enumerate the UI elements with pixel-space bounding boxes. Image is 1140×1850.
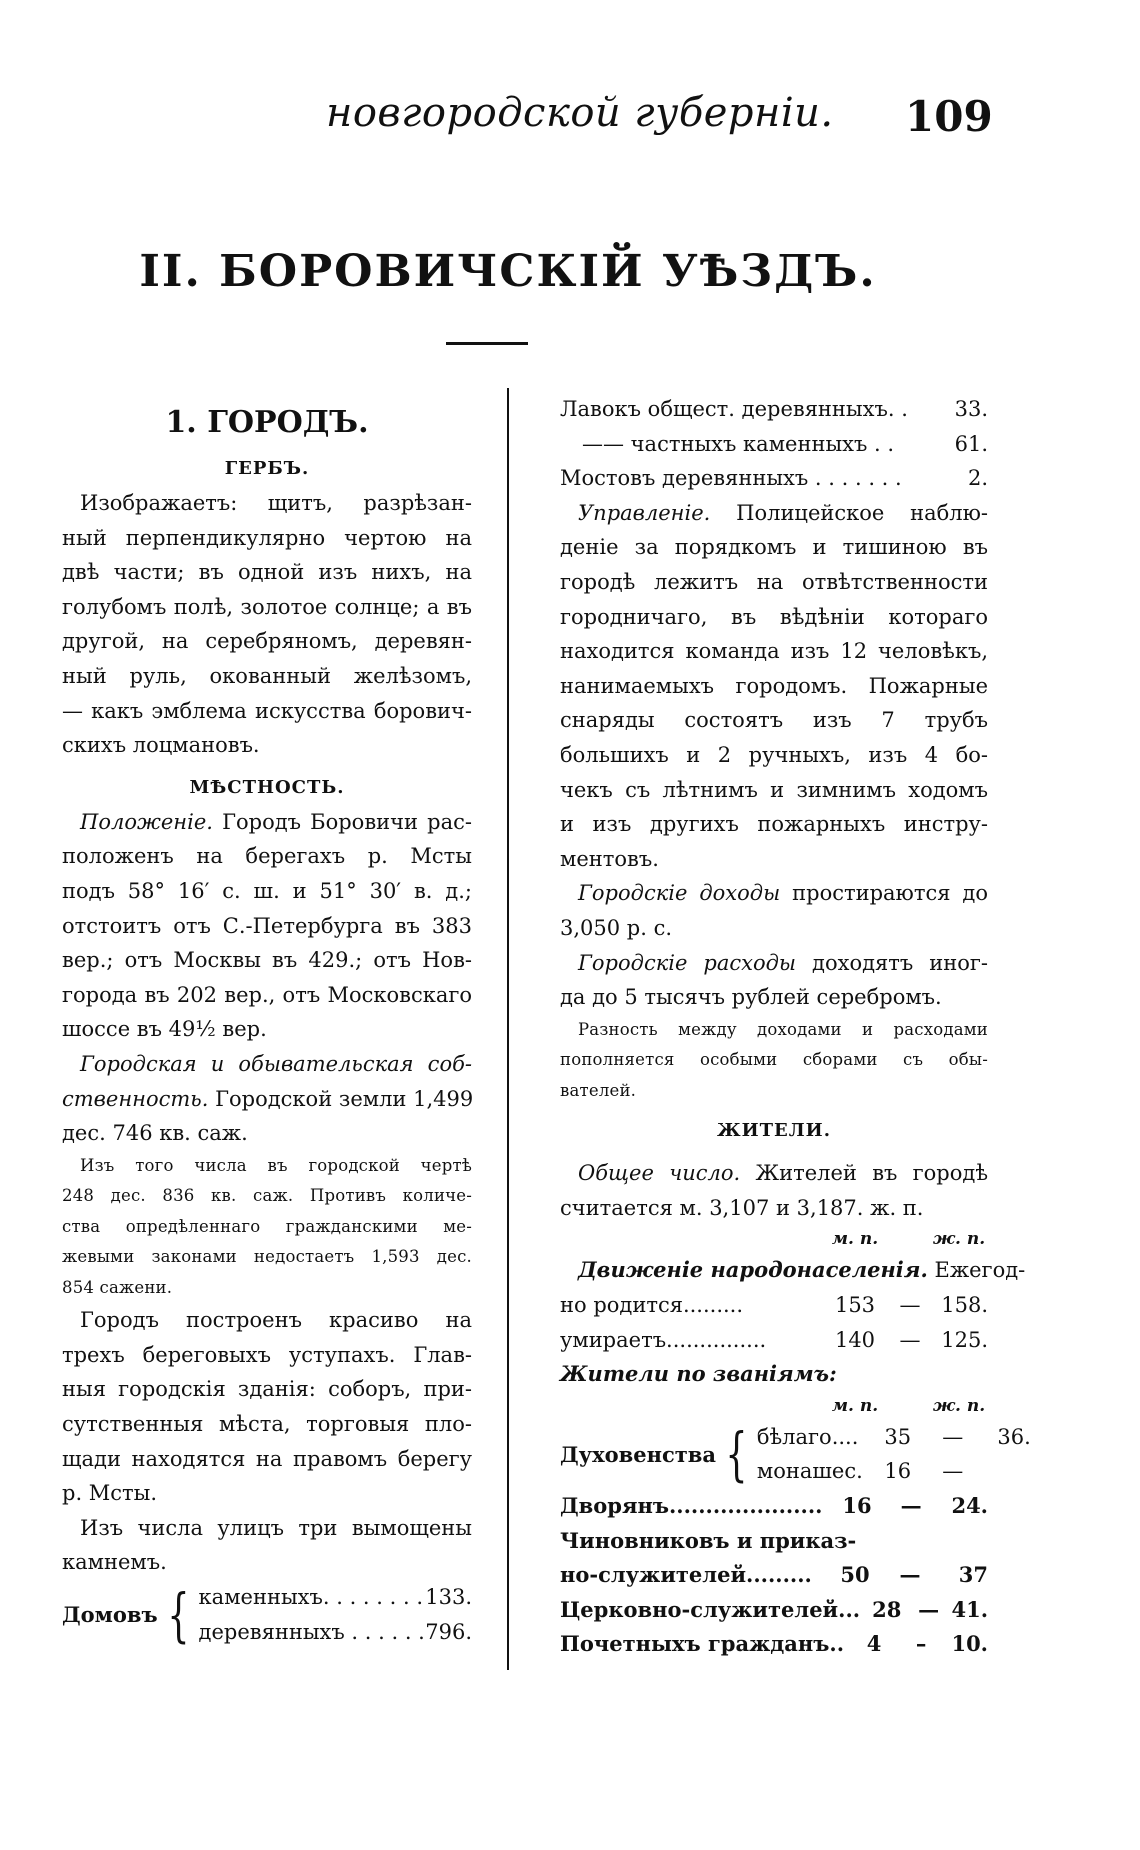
text-line: Изображаетъ: щитъ, разрѣзан- (80, 491, 472, 515)
gorod-paragraph (62, 1303, 472, 1511)
chapter-title: II. БОРОВИЧСКІЙ УѢЗДЪ. (139, 246, 877, 297)
text-line: города въ 202 вер., отъ Московскаго (62, 982, 472, 1007)
table-row: Лавокъ общест. деревянныхъ. . 33. (560, 397, 988, 421)
note-line: 248 дес. 836 кв. саж. Противъ количе- (62, 1186, 472, 1206)
text-line: городничаго, въ вѣдѣніи котораго (560, 604, 988, 629)
text-line: голубомъ полѣ, золотое солнце; а въ (62, 594, 472, 619)
table-row: Почетныхъ гражданъ.. 4 – 10. (560, 1631, 988, 1657)
table-row: каменныхъ. . . . . . . . 133. (198, 1584, 472, 1609)
text-line: нанимаемыхъ городомъ. Пожарные (560, 673, 988, 698)
text-line: да до 5 тысячъ рублей серебромъ. (560, 985, 942, 1010)
brace-icon: { (725, 1420, 748, 1489)
text-line: скихъ лоцмановъ. (62, 733, 260, 758)
text-line: трехъ береговыхъ уступахъ. Глав- (62, 1342, 472, 1367)
text-line: Управленіе. Полицейское наблю- (578, 500, 988, 525)
note-line: 854 сажени. (62, 1277, 173, 1297)
text-line: Городъ построенъ красиво на (80, 1308, 472, 1333)
dohody-paragraph (560, 876, 988, 945)
polozhenie-paragraph (62, 805, 472, 1047)
small-note (560, 1015, 988, 1107)
note-line: вателей. (560, 1080, 637, 1100)
text-line: 3,050 р. с. (560, 915, 673, 940)
text-line: сутственныя мѣста, торговыя пло- (62, 1411, 472, 1436)
table-row: Дворянъ..................... 16 — 24. (560, 1492, 988, 1518)
mestnost-heading: МѢСТНОСТЬ. (189, 776, 345, 798)
text-line: большихъ и 2 ручныхъ, изъ 4 бо- (560, 742, 988, 767)
small-note (62, 1151, 472, 1304)
section-title: 1. ГОРОДЪ. (165, 405, 369, 440)
text-line: ственность. Городской земли 1,499 (62, 1086, 474, 1111)
text-line: Положеніе. Городъ Боровичи рас- (80, 809, 472, 834)
text-line: считается м. 3,107 и 3,187. ж. п. (560, 1195, 924, 1220)
text-line: городѣ лежитъ на отвѣтственности (560, 569, 988, 594)
column-header: м. п. ж. п. (831, 1229, 986, 1250)
column-header: м. п. ж. п. (831, 1395, 986, 1416)
right-column (560, 392, 1031, 1662)
text-line: ментовъ. (560, 846, 659, 871)
text-line: шоссе въ 49½ вер. (62, 1017, 267, 1042)
column-divider (507, 388, 509, 1670)
table-row: бѣлаго.... 35 — 36. (756, 1424, 1031, 1449)
text-line: положенъ на берегахъ р. Мсты (62, 844, 472, 869)
table-row: Церковно-служителей... 28 — 41. (560, 1596, 989, 1622)
text-line: вер.; отъ Москвы въ 429.; отъ Нов- (62, 948, 472, 973)
obshchee-paragraph (560, 1156, 988, 1225)
table-row: но-служителей......... 50 — 37 (560, 1562, 988, 1588)
text-line: и изъ другихъ пожарныхъ инстру- (560, 812, 988, 837)
table-row: умираетъ............... 140 — 125. (560, 1327, 988, 1352)
text-line: ный руль, окованный желѣзомъ, (62, 663, 472, 688)
text-line: щади находятся на правомъ берегу (62, 1446, 472, 1471)
table-row: Мостовъ деревянныхъ . . . . . . . 2. (560, 466, 988, 491)
table-row: Чиновниковъ и приказ- (560, 1527, 857, 1553)
text-line: другой, на серебряномъ, деревян- (62, 629, 472, 654)
running-head: новгородской губерніи. (326, 90, 834, 136)
note-line: ства опредѣленнаго гражданскими ме- (62, 1216, 472, 1236)
left-column (62, 398, 472, 1649)
duhovenstvo-table (560, 1420, 1031, 1489)
upravlenie-paragraph (560, 496, 988, 877)
polozhenie-label: Положеніе. (80, 809, 213, 834)
table-row: монашес. 16 — (756, 1459, 964, 1484)
text-line: Городская и обывательская соб- (80, 1051, 472, 1076)
text-line: Изъ числа улицъ три вымощены (80, 1515, 472, 1540)
text-line: отстоитъ отъ С.-Петербурга въ 383 (62, 913, 472, 938)
text-line: снаряды состоятъ изъ 7 трубъ (560, 708, 988, 733)
note-line: Изъ того числа въ городской чертѣ (80, 1155, 472, 1175)
title-rule (446, 342, 528, 345)
text-line: двѣ части; въ одной изъ нихъ, на (62, 560, 472, 585)
zhiteli-heading: ЖИТЕЛИ. (717, 1120, 831, 1142)
rashody-paragraph (560, 946, 988, 1015)
zvaniya-label: Жители по званіямъ: (560, 1361, 837, 1387)
table-row: деревянныхъ . . . . . . 796. (198, 1619, 472, 1644)
table-row: —— частныхъ каменныхъ . . 61. (582, 431, 988, 456)
text-line: дес. 746 кв. саж. (62, 1121, 248, 1146)
note-line: Разность между доходами и расходами (578, 1019, 988, 1039)
text-line: р. Мсты. (62, 1481, 158, 1506)
text-line: ныя городскія зданія: соборъ, при- (62, 1377, 472, 1402)
gerb-heading: ГЕРБЪ. (224, 458, 310, 479)
table-row: но родится......... 153 — 158. (560, 1292, 988, 1317)
sobstvennost-paragraph (62, 1047, 472, 1151)
text-line: чекъ съ лѣтнимъ и зимнимъ ходомъ (560, 777, 988, 802)
brace-icon: { (167, 1580, 190, 1649)
page-number: 109 (905, 92, 993, 141)
text-line: Городскіе доходы простираются до (578, 881, 988, 906)
duhov-label: Духовенства (560, 1441, 716, 1467)
text-line: камнемъ. (62, 1550, 167, 1575)
text-line: Городскіе расходы доходятъ иног- (578, 950, 988, 975)
note-line: жевыми законами недостаетъ 1,593 дес. (62, 1247, 472, 1267)
domov-table (62, 1580, 472, 1649)
text-line: ный перпендикулярно чертою на (62, 525, 472, 550)
domov-label: Домовъ (62, 1602, 158, 1628)
text-line: находится команда изъ 12 человѣкъ, (560, 639, 988, 664)
gerb-paragraph (62, 486, 472, 763)
upravlenie-label: Управленіе. (578, 500, 711, 525)
text-line: Движеніе народонаселенія. Ежегод- (578, 1257, 1026, 1283)
note-line: пополняется особыми сборами съ обы- (560, 1050, 988, 1070)
ulits-paragraph (62, 1511, 472, 1580)
text-line: Общее число. Жителей въ городѣ (578, 1161, 988, 1186)
text-line: — какъ эмблема искусства борович- (62, 698, 472, 723)
text-line: деніе за порядкомъ и тишиною въ (560, 535, 988, 560)
text-line: подъ 58° 16′ с. ш. и 51° 30′ в. д.; (62, 878, 472, 903)
